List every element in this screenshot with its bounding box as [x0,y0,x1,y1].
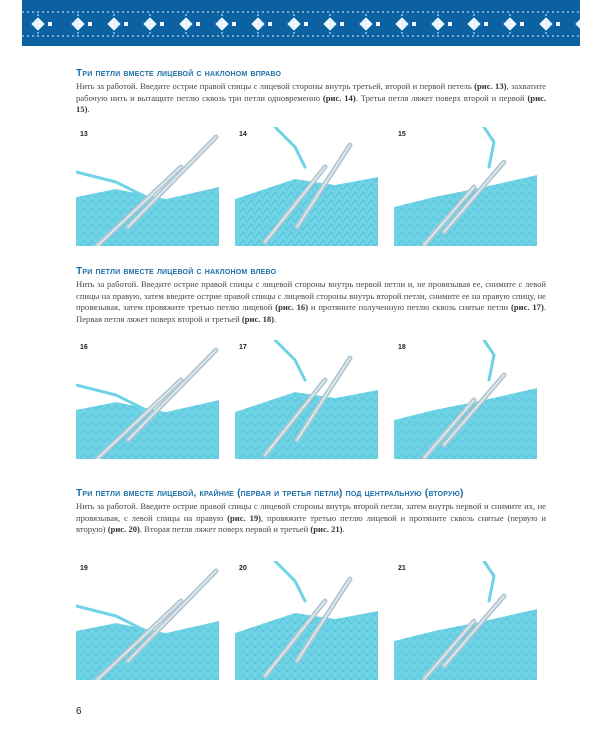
figure-number: 20 [239,565,247,572]
photo-fig-21 [394,561,537,680]
figure-reference: (рис. 17) [510,302,544,313]
photo-fig-17 [235,340,378,459]
text-run: Нить за работой. Введите острие правой спицы с лицевой стороны внутрь первой петли и, не провязывая ее, снимите с левой спицы на правую, затем введите острие правой спицы с лицевой стороны внутрь второй петли, снимите ее на правую спицу, не провязывая, затем провяжите третью петлю лицевой [76,279,546,313]
knitting-illustration [235,561,378,680]
knitting-illustration [76,127,219,246]
photo-fig-13 [76,127,219,246]
text-run: . Первая петля ляжет поверх второй и третьей [76,302,546,324]
figure-reference: (рис. 15) [76,92,546,115]
section-text [76,279,546,325]
section-text [76,81,546,116]
section-heading: Три петли вместе лицевой с наклоном вправо [76,68,282,79]
page-number: 6 [76,706,82,717]
photo-fig-16 [76,340,219,459]
text-run: Нить за работой. Введите острие правой спицы с лицевой стороны внутрь третьей, второй и первой петель [76,81,475,91]
knitting-illustration [76,340,219,459]
section-heading: Три петли вместе лицевой с наклоном влево [76,266,277,277]
photo-fig-20 [235,561,378,680]
figure-reference: (рис. 14) [322,92,356,103]
figure-number: 17 [239,344,247,351]
knitting-illustration [394,340,537,459]
figure-number: 16 [80,344,88,351]
text-run: Нить за работой. Введите острие правой спицы с лицевой стороны внутрь второй петли, затем внутрь первой и снимите их, не провязывая, с левой спицы на правую [76,501,546,523]
photo-fig-19 [76,561,219,680]
figure-number: 15 [398,131,406,138]
text-run: . [342,524,345,535]
header-banner [22,0,580,46]
snowflake-ornament-band [22,0,580,46]
figure-number: 21 [398,565,406,572]
section-right-slant [76,68,546,116]
figure-number: 18 [398,344,406,351]
text-run: , провяжите третью петлю лицевой и протяните сквозь снятые (первую и вторую) [76,512,546,535]
photo-fig-15 [394,127,537,246]
section-center-under [76,488,546,536]
knitting-illustration [76,561,219,680]
knitting-illustration [394,561,537,680]
text-run: , захватите рабочую нить и вытащите петлю сквозь три петли одновременно [76,81,546,103]
photo-fig-18 [394,340,537,459]
figure-reference: (рис. 16) [275,302,309,313]
text-run: . Вторая петля ляжет поверх первой и третьей [139,524,311,535]
figure-reference: (рис. 13) [474,81,507,91]
section-text [76,501,546,536]
figure-reference: (рис. 19) [227,512,262,523]
photo-fig-14 [235,127,378,246]
figure-reference: (рис. 21) [310,524,343,535]
text-run: и протяните полученную петлю сквозь снятые петли [308,302,511,313]
text-run: . [274,313,277,324]
knitting-illustration [235,127,378,246]
text-run: . [87,104,90,115]
figure-reference: (рис. 20) [107,524,140,535]
section-heading: Три петли вместе лицевой, крайние (первая и третья петли) под центральную (вторую) [76,488,464,499]
section-left-slant [76,266,546,325]
text-run: . Третья петля ляжет поверх второй и первой [355,92,528,103]
figure-number: 13 [80,131,88,138]
knitting-illustration [394,127,537,246]
figure-number: 14 [239,131,247,138]
figure-number: 19 [80,565,88,572]
figure-reference: (рис. 18) [241,313,275,324]
knitting-illustration [235,340,378,459]
